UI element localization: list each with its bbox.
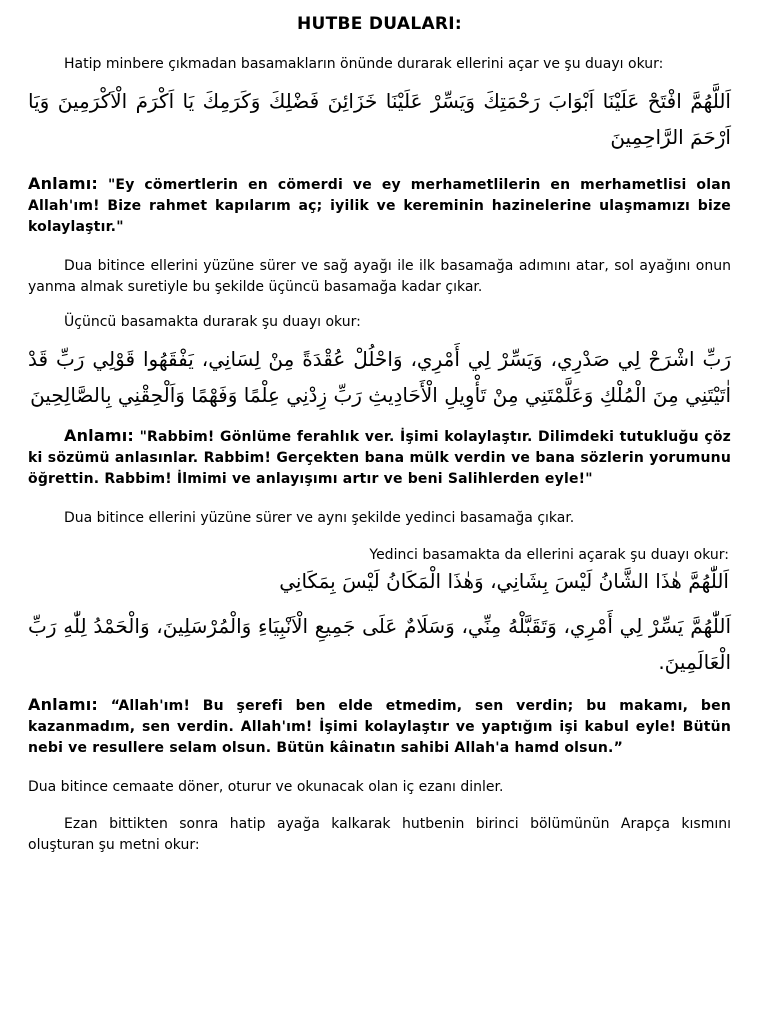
meaning-paragraph-2 (28, 425, 731, 490)
instruction-paragraph-4: Dua bitince ellerini yüzüne sürer ve aynı şekilde yedinci basamağa çıkar. (64, 510, 575, 526)
instruction-paragraph-7: Ezan bittikten sonra hatip ayağa kalkarak hutbenin birinci bölümünün Arapça kısmını oluşturan şu metni okur: (28, 816, 731, 853)
meaning-label: Anlamı: (28, 695, 99, 714)
instruction-paragraph-5: Yedinci basamakta da ellerini açarak şu duayı okur: (369, 547, 729, 563)
arabic-prayer-3a: اَللّٰهُمَّ هٰذَا الشَّانُ لَيْسَ بِشَانِي، وَهٰذَا الْمَكَانُ لَيْسَ بِمَكَانِي (279, 569, 729, 593)
meaning-paragraph-1 (28, 173, 731, 238)
arabic-prayer-2: رَبِّ اشْرَحْ لِي صَدْرِي، وَيَسِّرْ لِي أَمْرِي، وَاحْلُلْ عُقْدَةً مِنْ لِسَانِي، يَفْقَهُوا قَوْلِي رَبِّ قَدْ اٰتَيْتَنِي مِنَ الْمُلْكِ وَعَلَّمْتَنِي مِنْ تَأْوِيلِ الْأَحَادِيثِ رَبِّ زِدْنِي عِلْمًا وَفَهْمًا وَاَلْحِقْنِي بِالصَّالِحِينَ (28, 347, 731, 407)
instruction-paragraph-6: Dua bitince cemaate döner, oturur ve okunacak olan iç ezanı dinler. (28, 779, 504, 795)
page-title: HUTBE DUALARI: (296, 14, 463, 34)
meaning-label: Anlamı: (64, 426, 135, 445)
meaning-text-1: "Ey cömertlerin en cömerdi ve ey merhametlilerin en merhametlisi olan Allah'ım! Bize rahmet kapılarım aç; iyilik ve kereminin hazinelerine ulaşmamızı bize kolaylaştır." (28, 177, 732, 235)
instruction-paragraph-3: Üçüncü basamakta durarak şu duayı okur: (64, 314, 361, 330)
arabic-prayer-1: اَللَّهُمَّ افْتَحْ عَلَيْنَا اَبْوَابَ رَحْمَتِكَ وَيَسِّرْ عَلَيْنَا خَزَائِنَ فَضْلِكَ وَكَرَمِكَ يَا اَكْرَمَ الْاَكْرَمِينَ وَيَا اَرْحَمَ الرَّاحِمِينَ (28, 89, 731, 149)
instruction-paragraph-2: Dua bitince ellerini yüzüne sürer ve sağ ayağı ile ilk basamağa adımını atar, sol ayağını onun yanma almak suretiyle bu şekilde üçüncü basamağa kadar çıkar. (28, 258, 731, 295)
arabic-prayer-3b: اَللّٰهُمَّ يَسِّرْ لِي أَمْرِي، وَتَقَبَّلْهُ مِنِّي، وَسَلَامٌ عَلَى جَمِيعِ الْاَنْبِيَاءِ وَالْمُرْسَلِينَ، وَالْحَمْدُ لِلّٰهِ رَبِّ الْعَالَمِينَ. (28, 614, 731, 674)
instruction-paragraph-1: Hatip minbere çıkmadan basamakların önünde durarak ellerini açar ve şu duayı okur: (64, 56, 664, 72)
meaning-text-2: "Rabbim! Gönlüme ferahlık ver. İşimi kolaylaştır. Dilimdeki tutukluğu çöz ki sözümü anlasınlar. Rabbim! Gerçekten bana mülk verdin ve bana sözlerin yorumunu öğrettin. Rabbim! İlmimi ve anlayışımı artır ve beni Salihlerden eyle!" (28, 429, 731, 487)
document-page (28, 14, 731, 856)
meaning-text-3: “Allah'ım! Bu şerefi ben elde etmedim, sen verdin; bu makamı, ben kazanmadım, sen verdin. Allah'ım! İşimi kolaylaştır ve yaptığım işi kabul eyle! Bütün nebi ve resullere selam olsun. Bütün kâinatın sahibi Allah'a hamd olsun.” (28, 698, 732, 756)
meaning-label: Anlamı: (28, 174, 99, 193)
meaning-paragraph-3 (28, 694, 731, 759)
